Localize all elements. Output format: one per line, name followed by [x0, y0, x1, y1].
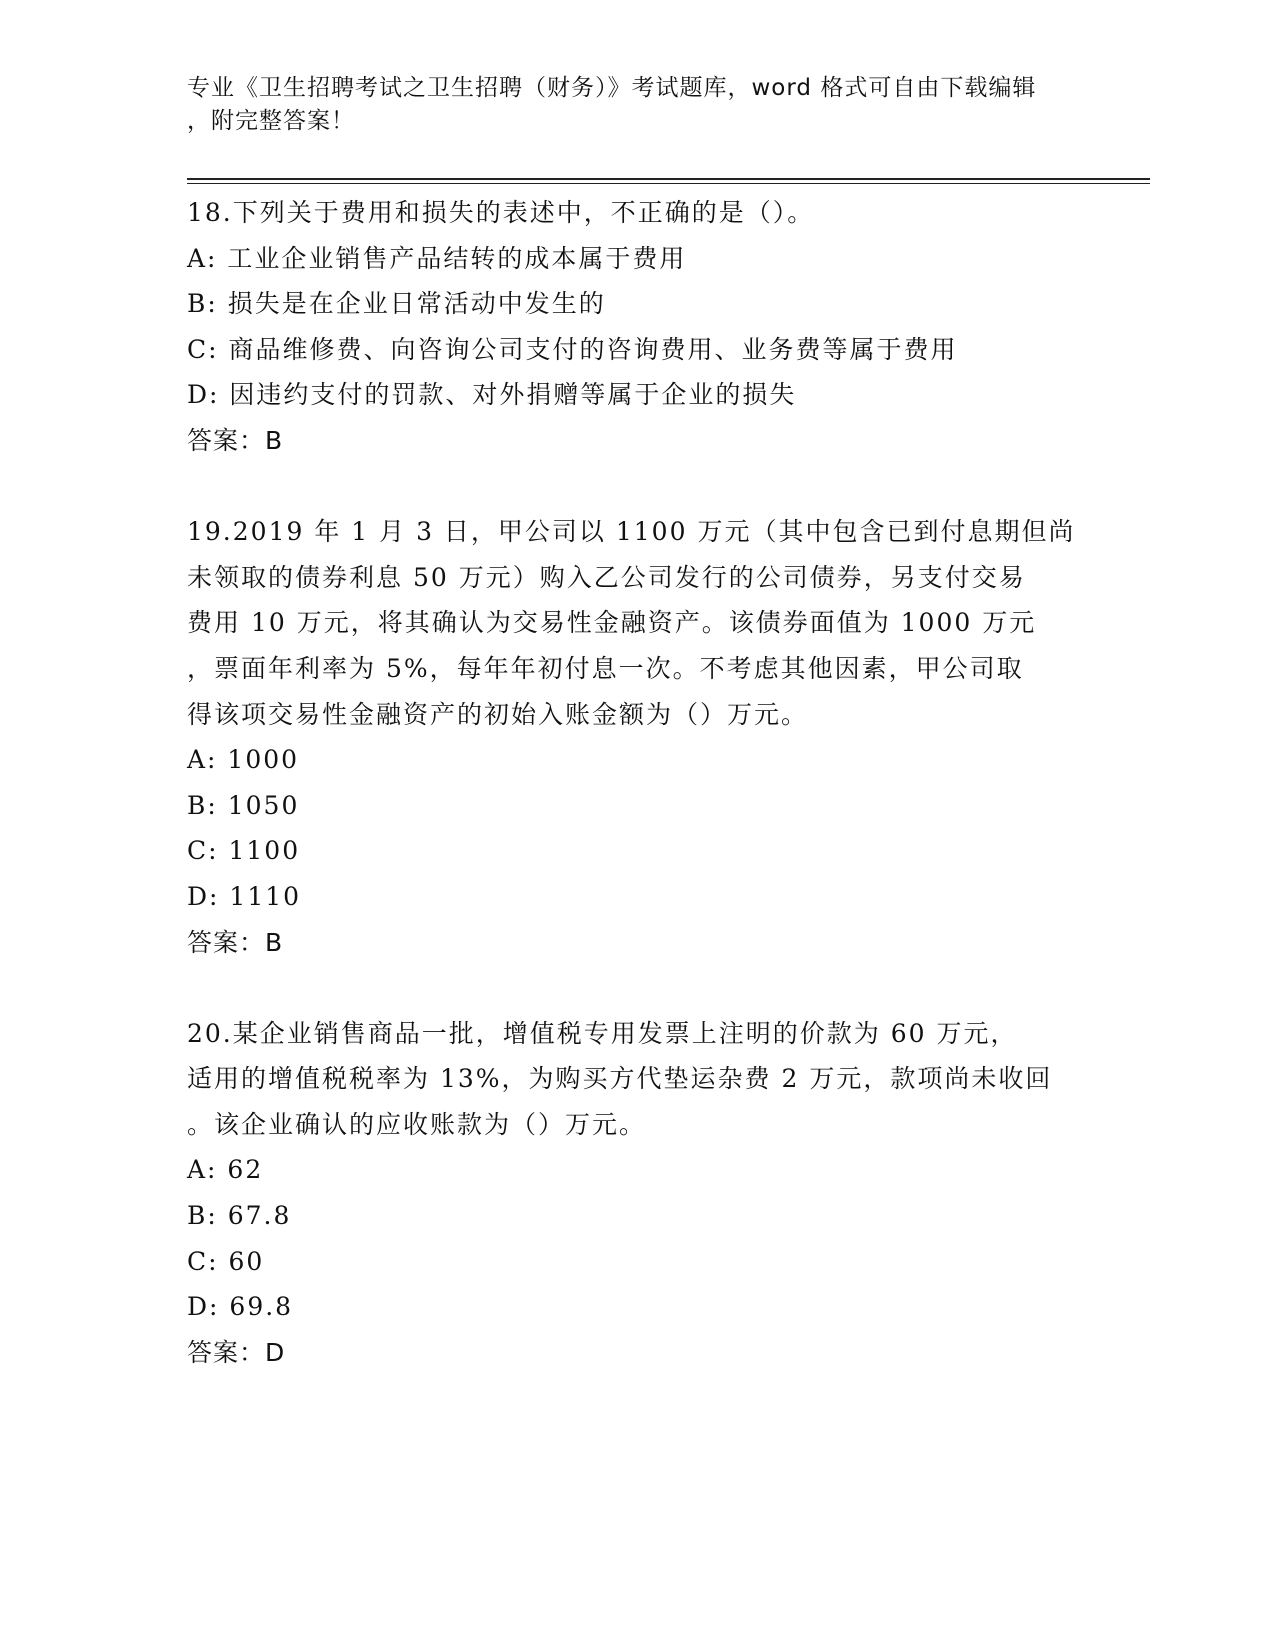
option-b: B: 1050 [187, 790, 300, 820]
question-stem-line: 20.某企业销售商品一批，增值税专用发票上注明的价款为 60 万元， [187, 1018, 1018, 1048]
header-line-1: 专业《卫生招聘考试之卫生招聘（财务）》考试题库，word 格式可自由下载编辑 [187, 75, 1037, 101]
option-d: D: 因违约支付的罚款、对外捐赠等属于企业的损失 [187, 380, 797, 410]
option-d: D: 69.8 [187, 1292, 294, 1322]
question-20 [187, 1011, 1087, 1376]
answer-line: 答案：D [187, 1337, 286, 1367]
question-19 [187, 509, 1087, 965]
answer-line: 答案：B [187, 927, 284, 957]
document-header [187, 72, 1067, 138]
question-stem-line: 得该项交易性金融资产的初始入账金额为（）万元。 [187, 699, 809, 729]
question-list [187, 190, 1087, 1421]
option-a: A: 62 [187, 1155, 264, 1185]
question-stem-line: 19.2019 年 1 月 3 日，甲公司以 1100 万元（其中包含已到付息期但尚 [187, 517, 1076, 547]
question-stem-line: 费用 10 万元，将其确认为交易性金融资产。该债券面值为 1000 万元 [187, 608, 1037, 638]
option-b: B: 67.8 [187, 1201, 292, 1231]
option-d: D: 1110 [187, 881, 302, 911]
header-divider-thick [187, 178, 1150, 180]
answer-line: 答案：B [187, 425, 284, 455]
question-stem-line: ，票面年利率为 5%，每年年初付息一次。不考虑其他因素，甲公司取 [187, 653, 1024, 683]
option-a: A: 1000 [187, 745, 300, 775]
option-c: C: 60 [187, 1246, 265, 1276]
option-b: B: 损失是在企业日常活动中发生的 [187, 289, 606, 319]
question-stem-line: 。该企业确认的应收账款为（）万元。 [187, 1109, 647, 1139]
header-line-2: ，附完整答案！ [187, 108, 355, 134]
option-c: C: 1100 [187, 836, 301, 866]
question-stem-line: 适用的增值税税率为 13%，为购买方代垫运杂费 2 万元，款项尚未收回 [187, 1064, 1053, 1094]
header-divider-thin [187, 183, 1150, 184]
question-stem-line: 未领取的债券利息 50 万元）购入乙公司发行的公司债券，另支付交易 [187, 562, 1026, 592]
option-a: A: 工业企业销售产品结转的成本属于费用 [187, 243, 687, 273]
option-c: C: 商品维修费、向咨询公司支付的咨询费用、业务费等属于费用 [187, 334, 958, 364]
question-18 [187, 190, 1087, 464]
question-stem-line: 18.下列关于费用和损失的表述中，不正确的是（）。 [187, 198, 815, 227]
